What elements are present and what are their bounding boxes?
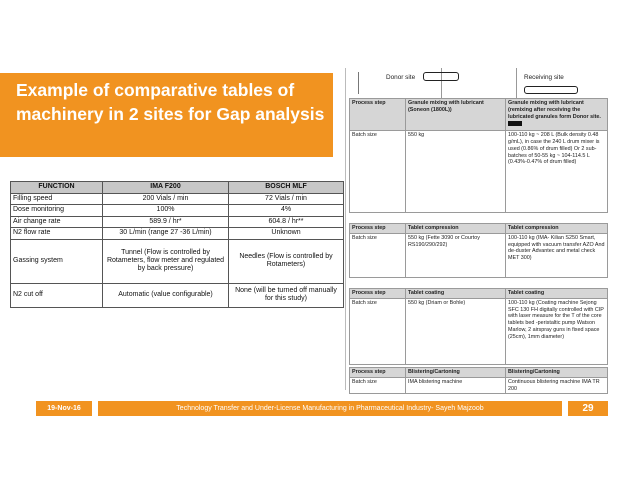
margin-tick [358,72,362,94]
table-row [11,216,344,227]
donor-step: Tablet compression [406,224,506,234]
redaction-box [423,72,459,81]
cell-bosch: 604.8 / hr** [229,216,344,227]
donor-batch: 550 kg (Fette 3090 or Courtoy RS190/290/292) [406,233,506,277]
cell-bosch: Unknown [229,228,344,239]
batch-size-row [350,131,608,213]
cell-ima: 589.9 / hr* [103,216,229,227]
batch-size-label: Batch size [350,233,406,277]
redaction-box [524,86,578,94]
site-header [346,68,610,98]
table-header-row [11,182,344,194]
receiving-step: Granule mixing with lubricant (remixing after receiving the lubricated granules form Donor site. [506,99,608,131]
process-step-label: Process step [350,224,406,234]
page-number: 29 [568,401,608,416]
footer-title: Technology Transfer and Under-License Manufacturing in Pharmaceutical Industry- Sayeh Majzoob [98,401,562,416]
table-row [11,239,344,283]
donor-step: Blistering/Cartoning [406,368,506,378]
table-row [11,228,344,239]
process-step-label: Process step [350,99,406,131]
section-mixing [349,98,608,213]
cell-bosch: 4% [229,205,344,216]
donor-step: Tablet coating [406,289,506,299]
cell-bosch: None (will be turned off manually for this study) [229,283,344,307]
receiving-batch: 100-110 kg (Coating machine Sejong SFC 130 FH digitally controlled with CIP with laser measure for the T of the core tablets bed -peristaltic pump Watson Marlow, 2 airspray guns in fixed space (25cm), 1mm diameter) [506,298,608,364]
section-header-row [350,99,608,131]
cell-ima: 30 L/min (range 27 -36 L/min) [103,228,229,239]
footer-date: 19-Nov-16 [36,401,92,416]
donor-batch: 550 kg (Driam or Bohle) [406,298,506,364]
table-row [11,283,344,307]
header-ima-f200: IMA F200 [103,182,229,194]
batch-size-row [350,377,608,394]
receiving-step: Tablet compression [506,224,608,234]
receiving-site-label: Receiving site [524,74,564,81]
row-label: N2 flow rate [11,228,103,239]
header-divider [516,68,517,98]
donor-batch: 550 kg [406,131,506,213]
process-step-label: Process step [350,289,406,299]
batch-size-row [350,233,608,277]
batch-size-label: Batch size [350,131,406,213]
slide-footer [36,401,608,416]
row-label: Filling speed [11,194,103,205]
receiving-step: Tablet coating [506,289,608,299]
row-label: Dose monitoring [11,205,103,216]
table-row [11,194,344,205]
cell-bosch: 72 Vials / min [229,194,344,205]
receiving-batch: Continuous blistering machine IMA TR 200 [506,377,608,394]
batch-size-row [350,298,608,364]
table-row [11,205,344,216]
slide-title: Example of comparative tables of machinery in 2 sites for Gap analysis [16,80,325,124]
section-blistering [349,367,608,394]
row-label: Gassing system [11,239,103,283]
donor-batch: IMA blistering machine [406,377,506,394]
row-label: Air change rate [11,216,103,227]
section-header-row [350,224,608,234]
redaction-mark [508,121,522,126]
cell-bosch: Needles (Flow is controlled by Rotameters) [229,239,344,283]
section-coating [349,288,608,365]
header-function: FUNCTION [11,182,103,194]
donor-step: Granule mixing with lubricant (Soneon (1800L)) [406,99,506,131]
section-header-row [350,368,608,378]
section-header-row [350,289,608,299]
cell-ima: 100% [103,205,229,216]
receiving-step: Blistering/Cartoning [506,368,608,378]
cell-ima: 200 Vials / min [103,194,229,205]
donor-site-label: Donor site [386,74,416,81]
cell-ima: Tunnel (Flow is controlled by Rotameters, flow meter and regulated by back pressure) [103,239,229,283]
batch-size-label: Batch size [350,298,406,364]
cell-ima: Automatic (value configurable) [103,283,229,307]
comparison-table [10,181,344,308]
process-step-label: Process step [350,368,406,378]
receiving-batch: 100-110 kg ~ 208 L (Bulk density 0.48 g/mL), in case the 240 L drum mixer is used (0.86% of drum filled) Or 2 sub-batches of 50-55 kg ~ 104-114.5 L (0.43%-0.47% of drum filled) [506,131,608,213]
section-compression [349,223,608,278]
batch-size-label: Batch size [350,377,406,394]
site-comparison-document [345,68,610,390]
header-bosch-mlf: BOSCH MLF [229,182,344,194]
row-label: N2 cut off [11,283,103,307]
receiving-batch: 100-110 kg (IMA- Kilian S250 Smart, equipped with vacuum transfer AZO And de-duster Advantec and metal check MET 300) [506,233,608,277]
